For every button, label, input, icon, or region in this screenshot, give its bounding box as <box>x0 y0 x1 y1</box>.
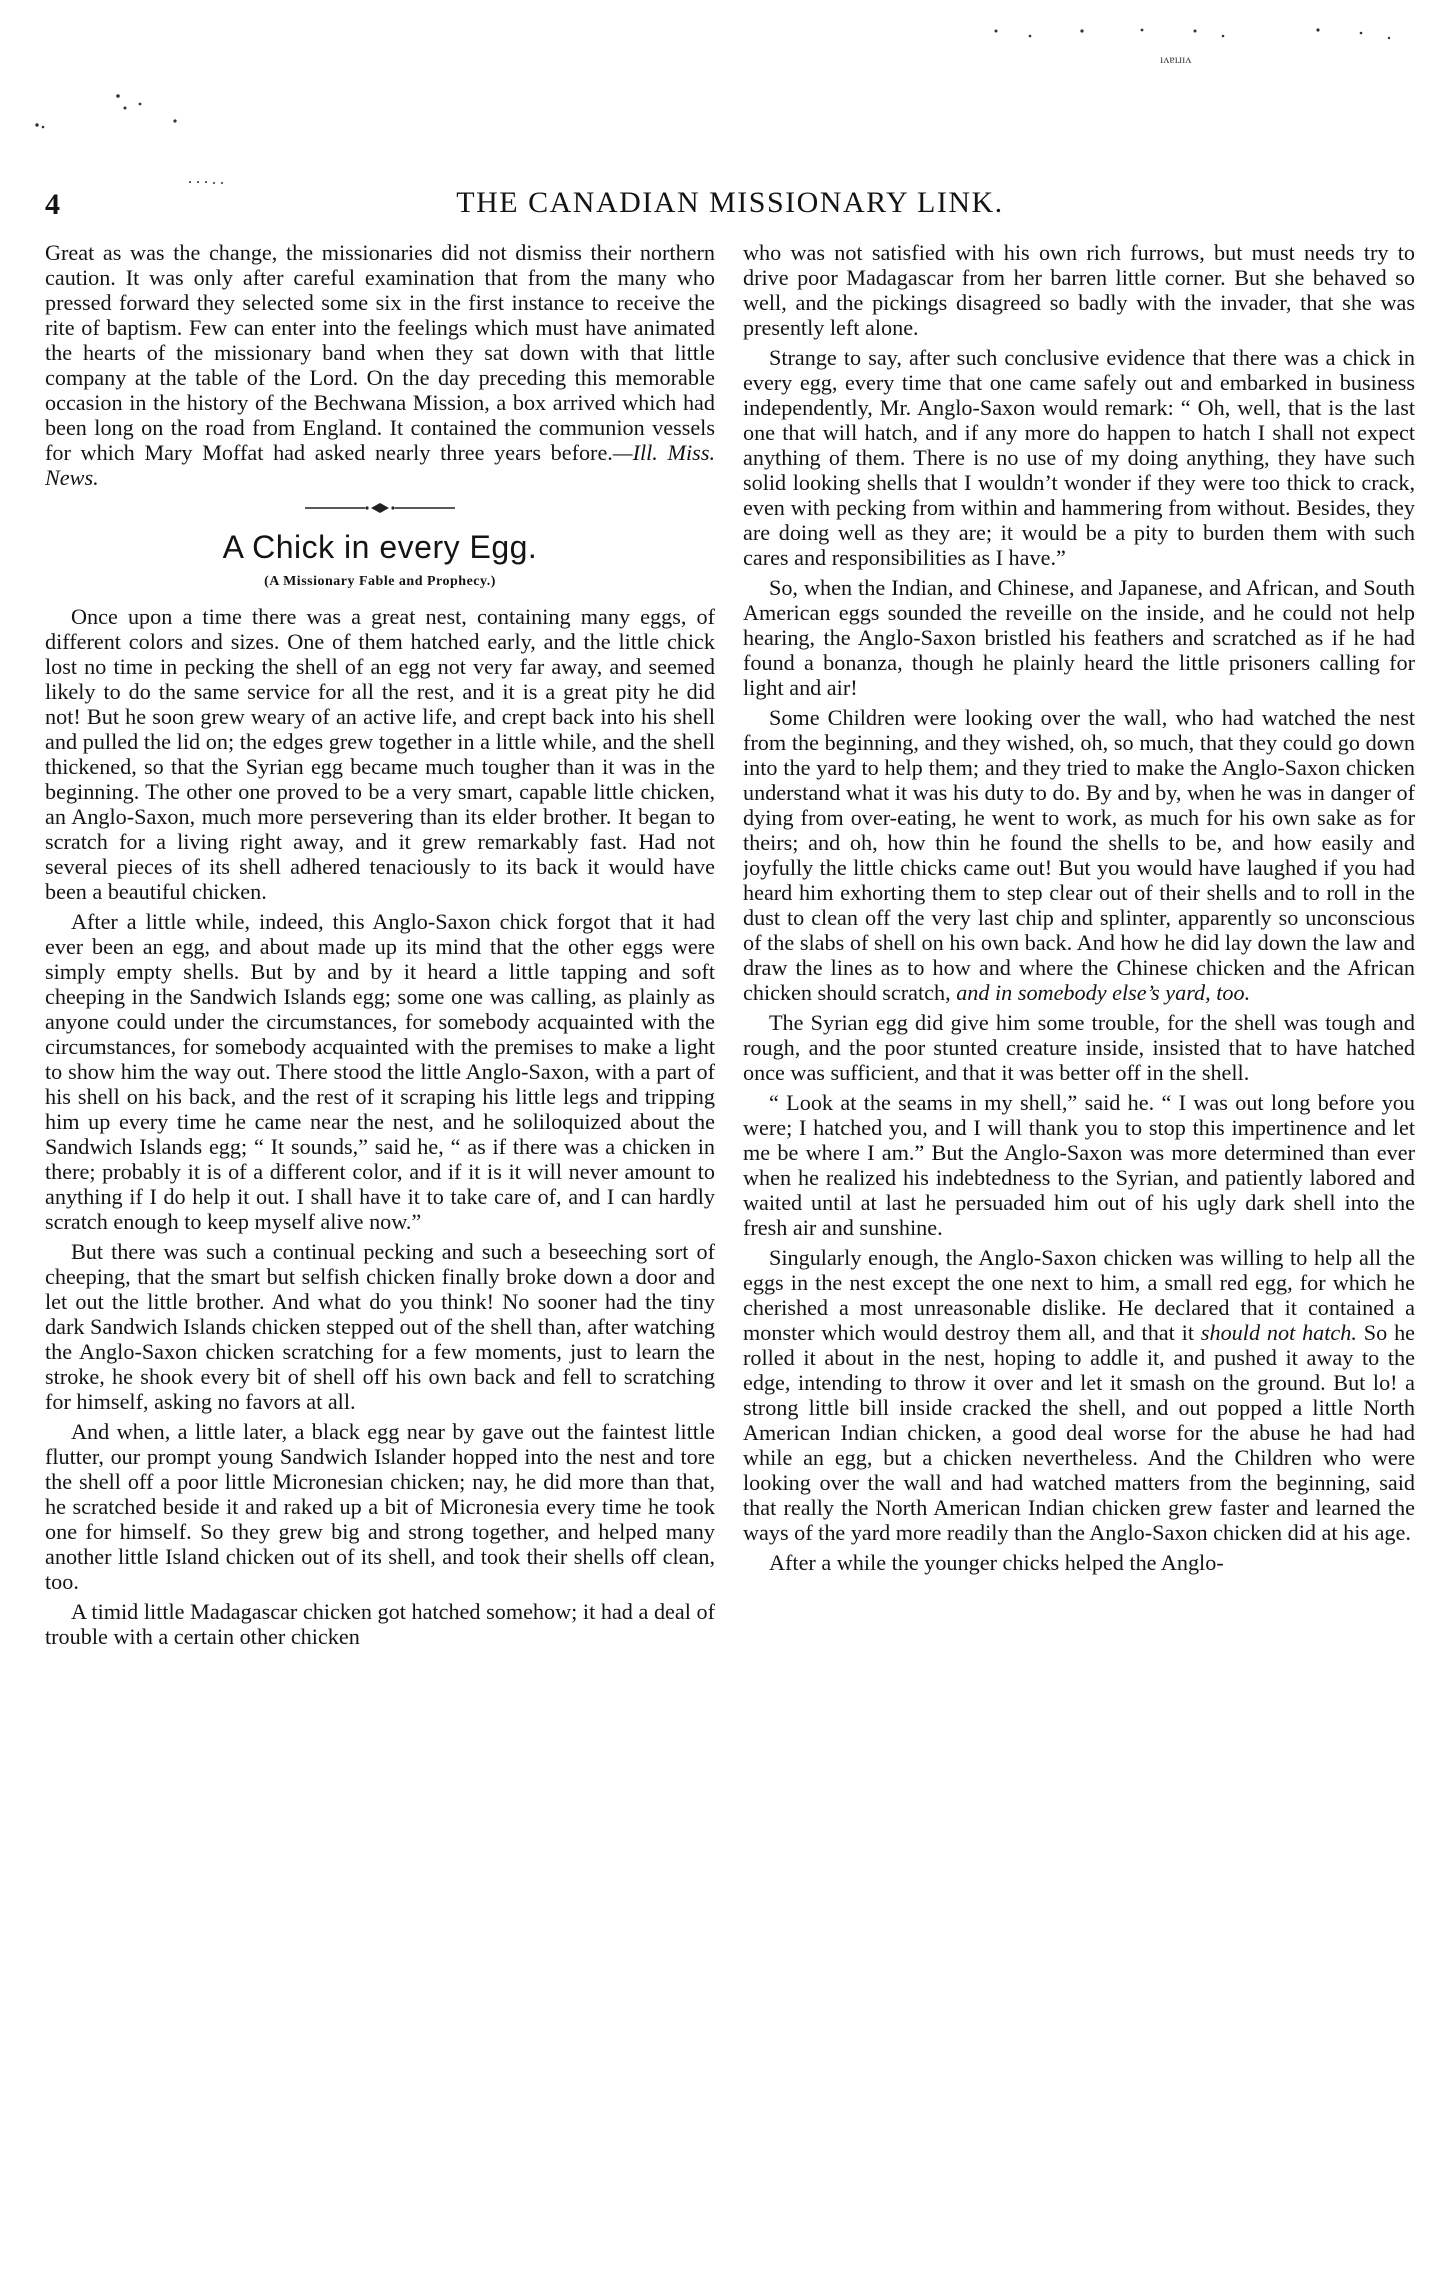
paragraph: After a little while, indeed, this Anglo-Saxon chick forgot that it had ever been an egg, and about made up its mind that the other eggs were simply empty shells. But by and by it heard a little tapping and soft cheeping in the Sandwich Islands egg; some one was calling, as plainly as anyone could under the circumstances, for somebody acquainted with the circumstances, for somebody acquainted with the premises to make a light to show him the way out. There stood the little Anglo-Saxon, with a part of his shell on his back, and the rest of it scraping his little legs and tripping him up every time he came near the nest, and he soliloquized about the Sandwich Islands egg; “ It sounds,” said he, “ as if there was a chicken in there; probably it is of a different color, and if it is it will never amount to anything if I do help it out. I shall have it to take care of, and I can hardly scratch enough to keep myself alive now.” <box>45 909 715 1234</box>
article-subtitle: (A Missionary Fable and Prophecy.) <box>264 574 496 589</box>
running-title: THE CANADIAN MISSIONARY LINK. <box>456 186 1004 219</box>
ornamental-divider <box>305 502 455 514</box>
italic-phrase: and in somebody else’s yard, too. <box>956 980 1251 1005</box>
paragraph-text: So he rolled it about in the nest, hoping to addle it, and pushed it away to the edge, intending to throw it over and let it smash on the ground. But lo! a strong little bill inside cracked the shell, and out popped a little North American Indian chicken, a good deal worse for the abuse he had had while an egg, but a chicken nevertheless. And the Children who were looking over the wall and had watched matters from the beginning, said that really the North American Indian chicken grew faster and learned the ways of the yard more readily than the Anglo-Saxon chicken did at his age. <box>743 1320 1415 1545</box>
paragraph: “ Look at the seams in my shell,” said he. “ I was out long before you were; I hatched you, and I will thank you to stop this impertinence and let me be where I am.” But the Anglo-Saxon was more determined than ever when he realized his indebtedness to the Syrian, and patiently labored and waited until at last he persuaded him out of his ugly dark shell into the fresh air and sunshine. <box>743 1090 1415 1240</box>
right-column <box>743 240 1415 2240</box>
paragraph: But there was such a continual pecking and such a beseeching sort of cheeping, that the smart but selfish chicken finally broke down a door and let out the little brother. And what do you think! No sooner had the tiny dark Sandwich Islands chicken stepped out of the shell than, after watching the Anglo-Saxon chicken scratching for a few moments, just to learn the stroke, he shook every bit of shell off his own back and fell to scratching for himself, asking no favors at all. <box>45 1239 715 1414</box>
intro-text: Great as was the change, the missionaries did not dismiss their northern caution. It was only after careful examination that from the many who pressed forward they selected some six in the first instance to receive the rite of baptism. Few can enter into the feelings which must have animated the hearts of the missionary band when they sat down with that little company at the table of the Lord. On the day preceding this memorable occasion in the history of the Bechwana Mission, a box arrived which had been long on the road from England. It contained the communion vessels for which Mary Moffat had asked nearly three years before. <box>45 240 715 465</box>
paragraph: Once upon a time there was a great nest, containing many eggs, of different colors and sizes. One of them hatched early, and the little chick lost no time in pecking the shell of an egg not very far away, and seemed likely to do the same service for all the rest, and it is a great pity he did not! But he soon grew weary of an active life, and crept back into his shell and pulled the lid on; the edges grew together in a little while, and the shell thickened, so that the Syrian egg became much tougher than it was in the beginning. The other one proved to be a very smart, capable little chicken, an Anglo-Saxon, much more persevering than its elder brother. It began to scratch for a living right away, and it grew remarkably fast. Had not several pieces of its shell adhered tenaciously to its back it would have been a beautiful chicken. <box>45 604 715 904</box>
intro-paragraph <box>45 240 715 490</box>
intro-source: —Ill. Miss. News. <box>45 440 715 490</box>
paragraph: So, when the Indian, and Chinese, and Japanese, and African, and South American eggs sounded the reveille on the inside, and he could not help hearing, the Anglo-Saxon bristled his feathers and scratched as if he had found a bonanza, though he plainly heard the little prisoners calling for light and air! <box>743 575 1415 700</box>
paragraph-text: Singularly enough, the Anglo-Saxon chicken was willing to help all the eggs in the nest except the one next to him, a small red egg, for which he cherished a most unreasonable dislike. He declared that it contained a monster which would destroy them all, and that it <box>743 1245 1415 1345</box>
left-column <box>45 240 715 2240</box>
paragraph-with-italic <box>743 1245 1415 1545</box>
paragraph: The Syrian egg did give him some trouble, for the shell was tough and rough, and the poor stunted creature inside, insisted that to have hatched once was sufficient, and that it was better off in the shell. <box>743 1010 1415 1085</box>
page-header <box>40 186 1420 230</box>
page-number: 4 <box>45 188 60 221</box>
scan-specks <box>0 0 1451 200</box>
italic-phrase: should not hatch. <box>1200 1320 1357 1345</box>
paragraph-with-italic <box>743 705 1415 1005</box>
paragraph: who was not satisfied with his own rich furrows, but must needs try to drive poor Madagascar from her barren little corner. But she behaved so well, and the pickings disagreed so badly with the invader, that she was presently left alone. <box>743 240 1415 340</box>
paragraph-text: Some Children were looking over the wall, who had watched the nest from the beginning, and they wished, oh, so much, that they could go down into the yard to help them; and they tried to make the Anglo-Saxon chicken understand what it was his duty to do. By and by, when he was in danger of dying from over-eating, he went to work, as much for his own sake as for theirs; and oh, how thin he found the shells to be, and how easily and joyfully the little chicks came out! But you would have laughed if you had heard him exhorting them to step clear out of their shells and to roll in the dust to clean off the very last chip and splinter, apparently so unconscious of the slabs of shell on his own back. And how he did lay down the law and draw the lines as to how and where the Chinese chicken and the African chicken should scratch, <box>743 705 1415 1005</box>
paragraph: And when, a little later, a black egg near by gave out the faintest little flutter, our prompt young Sandwich Islander hopped into the nest and tore the shell off a poor little Micronesian chicken; nay, he did more than that, he scratched beside it and raked up a bit of Micronesia every time he took one for himself. So they grew big and strong together, and helped many another little Island chicken out of its shell, and took their shells off clean, too. <box>45 1419 715 1594</box>
paragraph: A timid little Madagascar chicken got hatched somehow; it had a deal of trouble with a certain other chicken <box>45 1599 715 1649</box>
svg-text:ıʌɐıɹɪʌ: ıʌɐıɹɪʌ <box>1160 52 1192 66</box>
paragraph: Strange to say, after such conclusive evidence that there was a chick in every egg, every time that one came safely out and embarked in business independently, Mr. Anglo-Saxon would remark: “ Oh, well, that is the last one that will hatch, and if any more do happen to hatch I shall not expect anything of them. There is no use of my doing anything, they have such solid looking shells that I wouldn’t wonder if they were too thick to crack, even with pecking from within and hammering from without. Besides, they are doing well as they are; it would be a pity to burden them with such cares and responsibilities as I have.” <box>743 345 1415 570</box>
paragraph: After a while the younger chicks helped the Anglo- <box>769 1550 1224 1575</box>
article-title: A Chick in every Egg. <box>222 529 538 565</box>
